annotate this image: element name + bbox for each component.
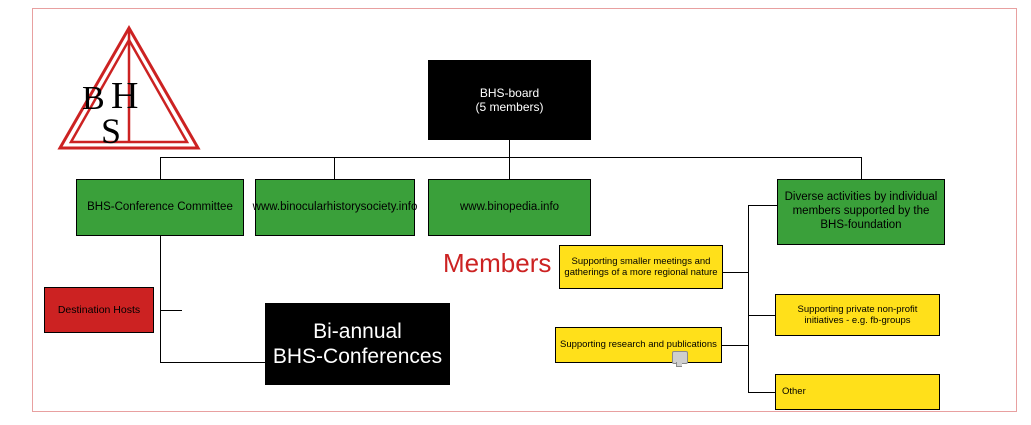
connector-to-diverse-activities xyxy=(861,157,862,179)
node-smaller-meetings[interactable] xyxy=(559,245,723,289)
node-other-label: Other xyxy=(782,386,806,398)
node-other[interactable] xyxy=(775,374,940,410)
connector-committee-down xyxy=(160,236,161,362)
connector-to-conference-committee xyxy=(160,157,161,179)
node-destination-hosts[interactable] xyxy=(44,287,154,333)
node-conference-committee-label: BHS-Conference Committee xyxy=(87,200,233,213)
logo-letter-s: S xyxy=(101,111,122,151)
connector-to-binopedia xyxy=(509,157,510,179)
node-website-binopedia-label: www.binopedia.info xyxy=(459,200,560,213)
node-private-initiatives-label: Supporting private non-profit initiatives - e.g. fb-groups xyxy=(797,303,918,326)
connector-yellow-to-initiatives xyxy=(748,315,775,316)
node-private-initiatives[interactable] xyxy=(775,294,940,336)
members-label: Members xyxy=(443,248,552,278)
connector-yellow-to-meetings xyxy=(722,272,748,273)
node-smaller-meetings-label: Supporting smaller meetings and gatherings of a more regional nature xyxy=(564,255,718,278)
node-website-binopedia[interactable] xyxy=(428,179,591,236)
connector-yellow-to-other xyxy=(748,392,775,393)
logo-letter-b: B xyxy=(82,80,105,117)
node-bhs-board[interactable] xyxy=(428,60,591,140)
node-conferences-line1: Bi-annual xyxy=(313,319,402,343)
note-icon xyxy=(672,351,688,364)
node-diverse-activities[interactable] xyxy=(777,179,945,245)
node-diverse-activities-label: Diverse activities by individual members supported by the BHS-foundation xyxy=(784,191,938,231)
logo-letter-h: H xyxy=(111,75,139,117)
connector-bus-main xyxy=(160,157,862,158)
node-research-publications[interactable] xyxy=(555,327,722,363)
node-destination-hosts-label: Destination Hosts xyxy=(57,303,141,316)
connector-committee-to-hosts xyxy=(160,310,182,311)
node-website-bhs-label: www.binocularhistorysociety.info xyxy=(252,200,418,213)
node-bhs-board-line1: BHS-board xyxy=(479,85,540,100)
node-conferences-line2: BHS-Conferences xyxy=(272,345,443,368)
connector-yellow-to-diverse xyxy=(748,205,778,206)
node-bhs-board-line2: (5 members) xyxy=(475,100,544,114)
node-bi-annual-conferences[interactable] xyxy=(265,303,450,385)
connector-yellow-bus xyxy=(748,205,749,393)
logo-triangle-icon xyxy=(54,22,204,152)
node-website-bhs[interactable] xyxy=(252,179,418,236)
connector-committee-to-conferences xyxy=(160,362,265,363)
connector-board-down xyxy=(509,140,510,158)
connector-to-website-bhs xyxy=(334,157,335,179)
node-conference-committee[interactable] xyxy=(76,179,244,236)
connector-yellow-to-research xyxy=(722,345,748,346)
node-research-publications-label: Supporting research and publications xyxy=(560,339,717,351)
bhs-logo xyxy=(54,22,204,152)
